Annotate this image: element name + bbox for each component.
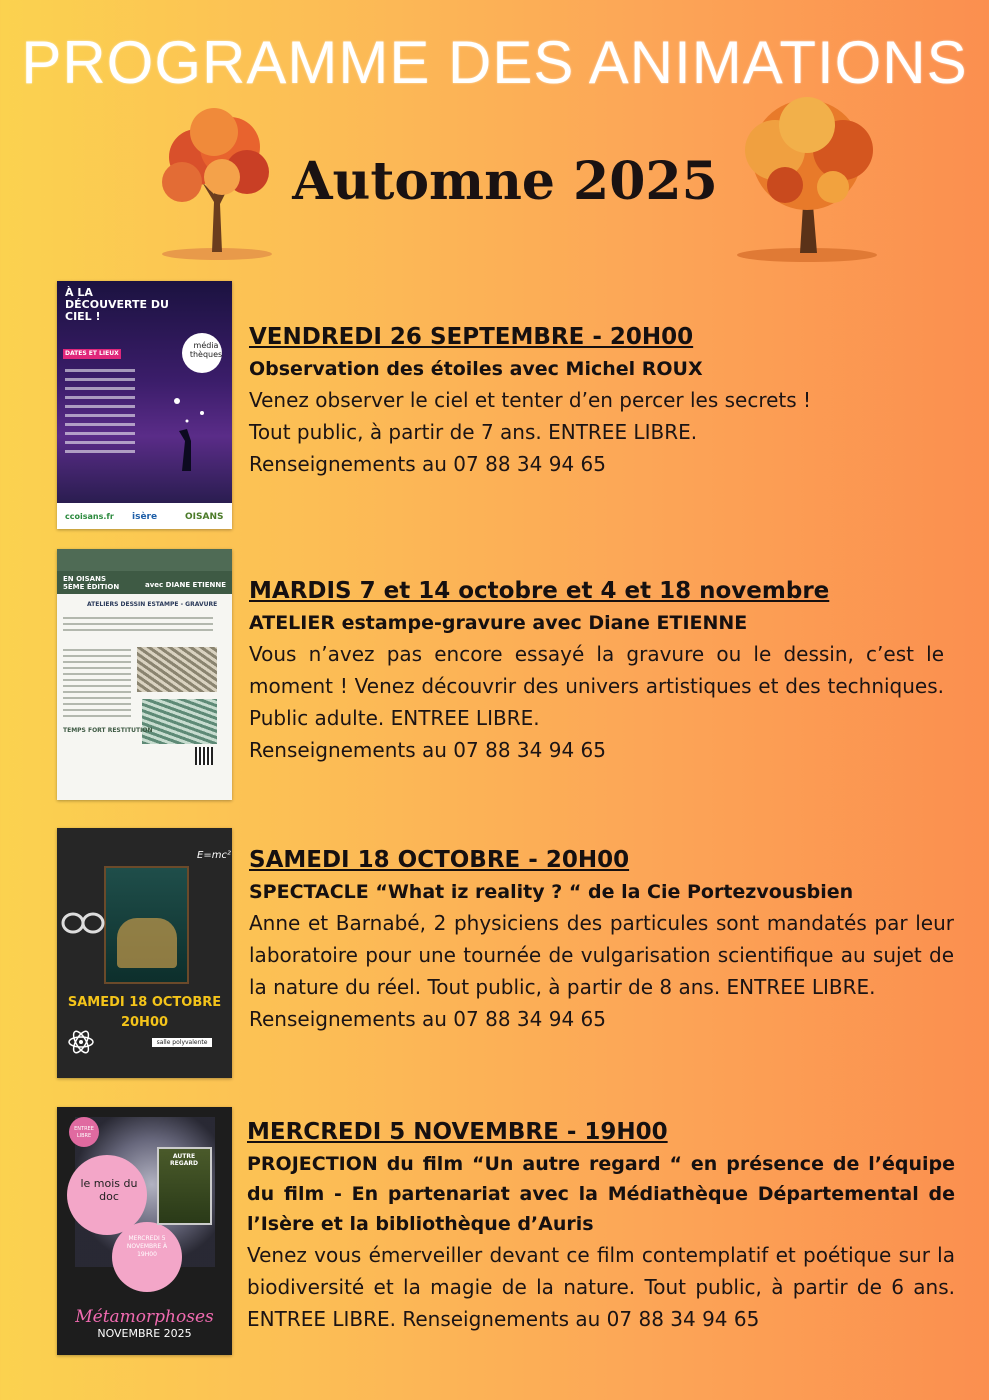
atom-icon [67, 1028, 95, 1056]
poster-list [63, 649, 131, 721]
poster-text [63, 617, 213, 635]
event-date: MERCREDI 5 NOVEMBRE - 19H00 [247, 1119, 668, 1145]
event-spectacle [249, 843, 954, 1035]
event-description: Vous n’avez pas encore essayé la gravure ou le dessin, c’est le moment ! Venez découvrir des univers artistiques et des techniques. Public adulte. ENTREE LIBRE. [249, 642, 944, 730]
event-date: MARDIS 7 et 14 octobre et 4 et 18 novembre [249, 578, 830, 604]
logo-oisans: OISANS [185, 512, 224, 522]
poster-date: SAMEDI 18 OCTOBRE [67, 995, 222, 1010]
poster-footer-title: TEMPS FORT RESTITUTION [63, 727, 153, 734]
logo-isere: isère [132, 512, 158, 522]
poster-footer [57, 503, 232, 529]
engraving-image [142, 699, 217, 744]
poster-projection [57, 1107, 232, 1355]
event-atelier-gravure [249, 574, 954, 766]
poster-film-title: AUTRE REGARD [170, 1153, 198, 1167]
poster-when: MERCREDI 5 NOVEMBRE À 19H00 [126, 1235, 168, 1258]
event-contact: Renseignements au 07 88 34 94 65 [249, 452, 606, 476]
poster-heading: ATELIERS DESSIN ESTAMPE - GRAVURE [87, 601, 218, 608]
event-contact: Renseignements au 07 88 34 94 65 [249, 1007, 606, 1031]
event-date: SAMEDI 18 OCTOBRE - 20H00 [249, 847, 630, 873]
event-description: Venez observer le ciel et tenter d’en percer les secrets ! Tout public, à partir de 7 ans. ENTREE LIBRE. [249, 388, 812, 444]
event-subtitle: PROJECTION du film “Un autre regard “ en présence de l’équipe du film - En partenariat avec la Médiathèque Départemental de l’Isère et la bibliothèque d’Auris [247, 1153, 955, 1235]
season-title: Automne 2025 [292, 151, 718, 212]
poster-tag: ENTREE LIBRE [69, 1117, 99, 1147]
event-description: Anne et Barnabé, 2 physiciens des particules sont mandatés par leur laboratoire pour une tournée de vulgarisation scientifique au sujet de la nature du réel. Tout public, à partir de 8 ans. ENTREE LIBRE. [249, 911, 954, 999]
poster-list [65, 369, 135, 459]
event-contact: Renseignements au 07 88 34 94 65 [249, 738, 606, 762]
qr-code-icon [195, 747, 213, 765]
event-subtitle: ATELIER estampe-gravure avec Diane ETIENNE [249, 612, 748, 634]
logo-ccoisans: ccoisans.fr [65, 512, 114, 521]
poster-observation-etoiles [57, 281, 232, 529]
event-observation-etoiles [249, 320, 954, 480]
autumn-tree-icon [725, 95, 890, 265]
poster-section: DATES ET LIEUX [63, 349, 121, 359]
performers-figure [117, 918, 177, 968]
poster-equation: E=mc² [197, 850, 231, 861]
event-subtitle: Observation des étoiles avec Michel ROUX [249, 358, 703, 380]
poster-atelier-gravure [57, 549, 232, 800]
poster-title: EN OISANS 5ÈME ÉDITION [63, 575, 120, 591]
poster-time: 20H00 [120, 1015, 169, 1030]
event-subtitle: SPECTACLE “What iz reality ? “ de la Cie Portezvousbien [249, 881, 854, 903]
poster-month: NOVEMBRE 2025 [97, 1327, 192, 1340]
event-date: VENDREDI 26 SEPTEMBRE - 20H00 [249, 324, 694, 350]
poster-festival: Métamorphoses [75, 1307, 214, 1327]
poster-spectacle [57, 828, 232, 1078]
event-projection [247, 1115, 955, 1335]
event-description: Venez vous émerveiller devant ce film contemplatif et poétique sur la biodiversité et la magie de la nature. Tout public, à partir de 6 ans. ENTREE LIBRE. Renseignements au 07 88 34 94 65 [247, 1243, 955, 1331]
poster-title: À LA DÉCOUVERTE DU CIEL ! [65, 286, 169, 323]
goggles-icon [61, 908, 105, 938]
poster-brand: le mois du doc [80, 1177, 138, 1203]
engraving-image [137, 647, 217, 692]
page-title: PROGRAMME DES ANIMATIONS [21, 29, 968, 96]
stargazer-icon [157, 391, 217, 471]
poster-badge: média thèques [189, 341, 223, 359]
poster-artist: avec DIANE ETIENNE [145, 581, 226, 589]
poster-venue: salle polyvalente [152, 1038, 212, 1047]
autumn-tree-icon [152, 102, 282, 262]
